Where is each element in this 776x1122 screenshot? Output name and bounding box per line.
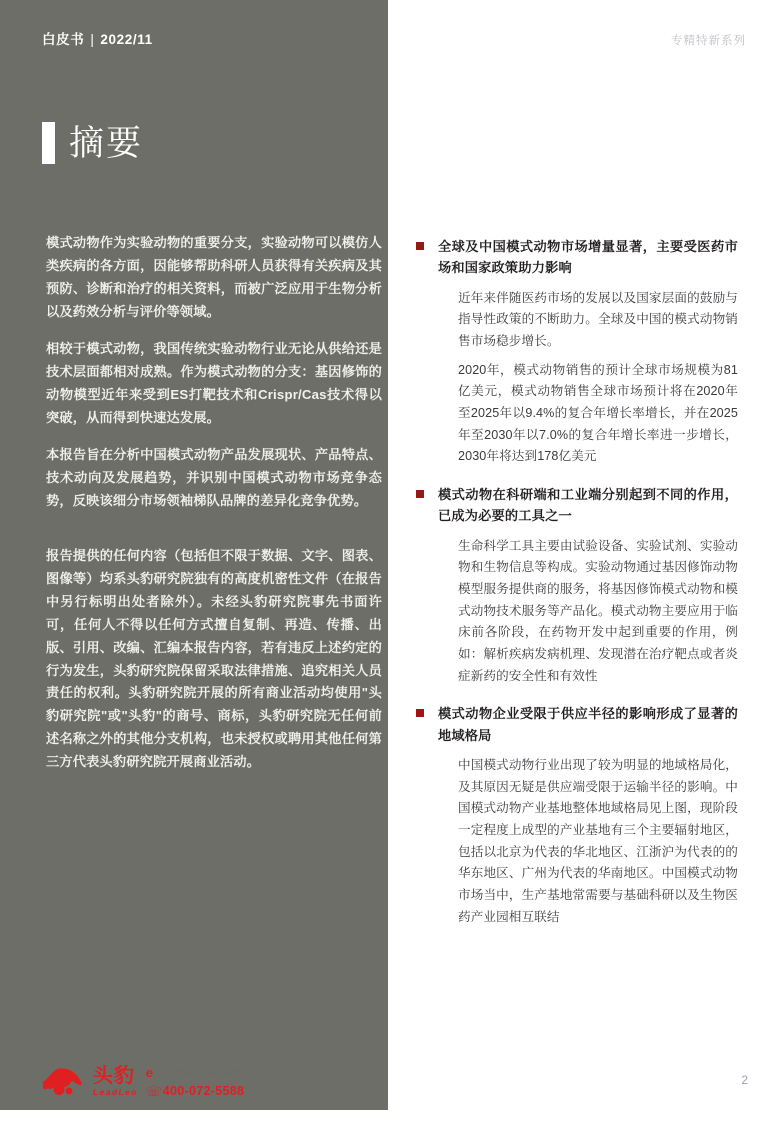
highlight-title: 模式动物在科研端和工业端分别起到不同的作用，已成为必要的工具之一 [438,487,738,524]
footer-phone[interactable]: 400-072-5588 [162,1083,245,1098]
footer-website-row[interactable] [146,1065,272,1081]
highlight-item [416,484,738,687]
footer-contact [146,1065,272,1099]
highlight-body [416,536,738,688]
summary-paragraph: 本报告旨在分析中国模式动物产品发展现状、产品特点、技术动向及发展趋势，并识别中国模式动物市场竞争态势，反映该细分市场领袖梯队品牌的差异化竞争优势。 [46,446,382,508]
summary-left-column [46,232,382,788]
highlight-body [416,755,738,928]
footer-logo-en: LeadLeo [93,1087,138,1098]
highlight-item [416,703,738,928]
highlight-title: 全球及中国模式动物市场增量显著，主要受医药市场和国家政策助力影响 [438,239,738,276]
summary-right-column [416,236,738,944]
page-number: 2 [741,1073,748,1087]
summary-paragraph: 模式动物作为实验动物的重要分支，实验动物可以模仿人类疾病的各方面，因能够帮助科研人员获得有关疾病及其预防、诊断和治疗的相关资料，而被广泛应用于生物分析以及药效分析与评价等领域。 [46,235,382,319]
header-doc-meta [42,28,153,48]
highlight-item [416,236,738,468]
footer-logo-cn: 头豹 [93,1065,135,1088]
footer-phone-row[interactable] [146,1084,272,1100]
page-title-text: 摘要 [69,123,144,163]
disclaimer-paragraph: 报告提供的任何内容（包括但不限于数据、文字、图表、图像等）均系头豹研究院独有的高度机密性文件（在报告中另行标明出处者除外）。未经头豹研究院事先书面许可，任何人不得以任何方式擅自复制、再造、传播、出版、引用、改编、汇编本报告内容，若有违反上述约定的行为发生，头豹研究院保留采取法律措施、追究相关人员责任的权利。头豹研究院开展的所有商业活动均使用"头豹研究院"或"头豹"的商号、商标，头豹研究院无任何前述名称之外的其他分支机构，也未授权或聘用其他任何第三方代表头豹研究院开展商业活动。 [46,547,382,770]
highlight-paragraph: 近年来伴随医药市场的发展以及国家层面的鼓励与指导性政策的不断助力。全球及中国的模式动物销售市场稳步增长。 [458,290,738,349]
summary-paragraph: 相较于模式动物，我国传统实验动物行业无论从供给还是技术层面都相对成熟。作为模式动物的分支：基因修饰的动物模型近年来受到ES打靶技术和Crispr/Cas技术得以突破，从而得到快速达发展。 [46,340,382,425]
highlight-paragraph: 中国模式动物行业出现了较为明显的地域格局化，及其原因无疑是供应端受限于运输半径的影响。中国模式动物产业基地整体地域格局见上图，现阶段一定程度上成型的产业基地有三个主要辐射地区，包括以北京为代表的华北地区、江浙沪为代表的的华东地区、广州为代表的华南地区。中国模式动物市场当中，生产基地常需要与基础科研以及生物医药产业园相互联结 [458,758,738,924]
footer-website[interactable]: www.leadleo.com [162,1065,272,1080]
highlight-body [416,288,738,468]
footer-brand [42,1062,272,1102]
header-series-label: 专精特新系列 [671,35,746,47]
header-date: 2022/11 [100,32,153,47]
leopard-logo-icon [42,1067,86,1097]
highlight-heading [416,484,738,527]
bullet-square-icon [416,709,424,717]
highlight-heading [416,236,738,279]
footer-logo-text [93,1066,138,1097]
title-accent-bar [42,122,55,164]
header-doc-type: 白皮书 [42,32,85,47]
globe-e-icon: e [145,1064,153,1080]
highlight-heading [416,703,738,746]
highlight-paragraph: 生命科学工具主要由试验设备、实验试剂、实验动物和生物信息等构成。实验动物通过基因修饰动物模型服务提供商的服务，将基因修饰模式动物和模式动物技术服务等产品化。模式动物主要应用于临床前各阶段，在药物开发中起到重要的作用，例如：解析疾病发病机理、发现潜在治疗靶点或者炎症新药的安全性和有效性 [458,538,738,683]
header-separator: | [90,32,95,47]
bullet-square-icon [416,490,424,498]
highlight-title: 模式动物企业受限于供应半径的影响形成了显著的地域格局 [438,706,738,743]
bullet-square-icon [416,242,424,250]
page-title [42,122,143,164]
highlight-paragraph: 2020年，模式动物销售的预计全球市场规模为81亿美元，模式动物销售全球市场预计将在2020年至2025年以9.4%的复合年增长率增长，并在2025年至2030年以7.0%的复合年增长率进一步增长，2030年将达到178亿美元 [458,362,738,464]
phone-icon: ☏ [145,1083,163,1099]
